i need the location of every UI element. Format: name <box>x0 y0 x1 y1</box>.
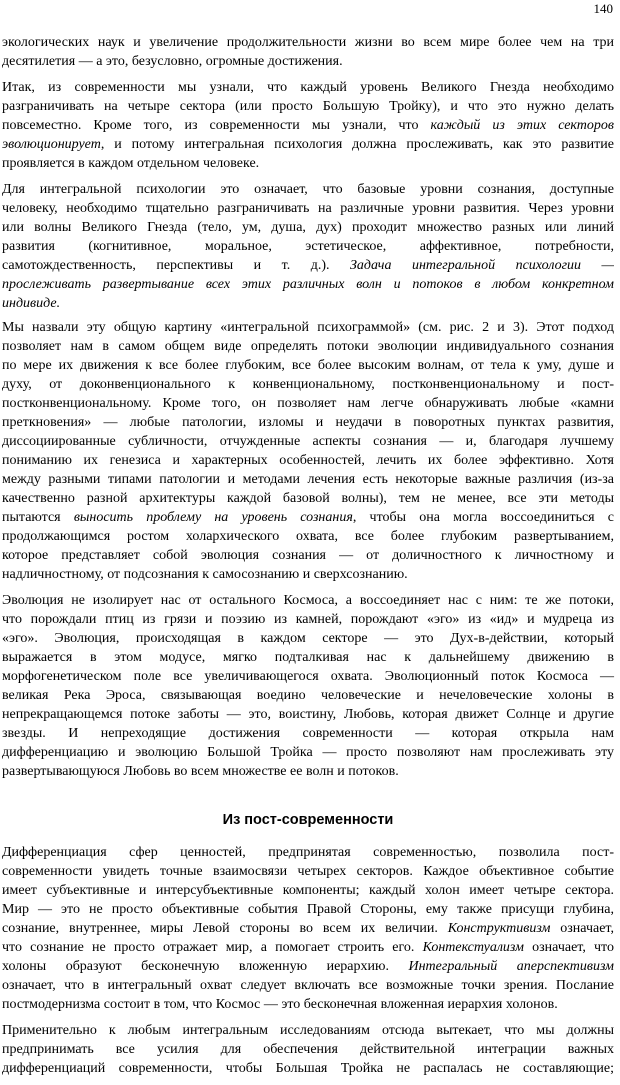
text-run: что порождали птиц из грязи и поэзию из камней, порождают «эго» из «ид» и мудреца из <box>2 612 614 627</box>
text-line <box>2 705 614 724</box>
text-run: надличностному, от подсознания к самосознанию и сверхсознанию. <box>2 567 408 582</box>
text-line <box>2 180 614 199</box>
italic-text: индивиде. <box>2 296 61 311</box>
text-line <box>2 957 614 976</box>
text-line <box>2 375 614 394</box>
paragraph <box>2 843 614 1014</box>
italic-text: Задача интегральной психологии — <box>349 258 614 273</box>
text-run: продолжающимся ростом холархического охвата, все более глубоким развертыванием, <box>2 529 614 544</box>
paragraph <box>2 1021 614 1078</box>
text-line <box>2 881 614 900</box>
text-line <box>2 154 614 173</box>
text-run: означает, что в интегральный охват следует включать все возможные точки зрения. Послание <box>2 978 614 993</box>
text-run: человеку, необходимо тщательно разграничивать на различные уровни развития. Через уровни <box>2 201 614 216</box>
text-run: Для интегральной психологии это означает, что базовые уровни сознания, доступные <box>2 182 614 197</box>
text-run: диссоциированные субличности, отчужденные аспекты сознания — и, благодаря лучшему <box>2 434 614 449</box>
text-run: Мы назвали эту общую картину «интегральной психограммой» (см. рис. 2 и 3). Этот подход <box>2 320 614 335</box>
text-run: разграничивать на четыре сектора (или просто Большую Тройку), и что это нужно делать <box>2 99 614 114</box>
text-line <box>2 52 614 71</box>
text-run: повсеместно. Кроме того, из современности мы узнали, что <box>2 118 431 133</box>
text-line <box>2 995 614 1014</box>
text-line <box>2 629 614 648</box>
text-run: по мере их движения к все более глубоким, все более высоким волнам, от тела к уму, душе и <box>2 358 614 373</box>
italic-text: эволюционирует <box>2 137 101 152</box>
text-line <box>2 356 614 375</box>
italic-text: выносить проблему на уровень сознания <box>73 510 353 525</box>
text-line <box>2 862 614 881</box>
text-run: холоны образуют бесконечную вложенную иерархию. <box>2 959 409 974</box>
text-run: Итак, из современности мы узнали, что каждый уровень Великого Гнезда необходимо <box>2 80 614 95</box>
text-line <box>2 724 614 743</box>
italic-text: Интегральный аперспективизм <box>408 959 614 974</box>
text-line <box>2 610 614 629</box>
text-run: великая Река Эроса, связывающая воедино человеческие и нечеловеческие холоны в <box>2 688 614 703</box>
text-line <box>2 218 614 237</box>
italic-text: прослеживать развертывание всех этих различных волн и потоков в любом конкретном <box>2 277 614 292</box>
paragraph <box>2 591 614 781</box>
text-run: постмодернизма состоит в том, что Космос — это бесконечная вложенная иерархия холонов. <box>2 997 558 1012</box>
text-run: , чтобы она могла воссоединиться с <box>352 510 615 525</box>
body-text <box>2 33 614 1085</box>
text-run: имеет субъективные и интерсубъективные компоненты; каждый холон имеет четыре сектора. <box>2 883 614 898</box>
text-run: сознание, внутреннее, миры Левой стороны во всем их величии. <box>2 921 448 936</box>
text-line <box>2 135 614 154</box>
text-line <box>2 686 614 705</box>
text-line <box>2 648 614 667</box>
paragraph <box>2 180 614 313</box>
text-line <box>2 508 614 527</box>
text-line <box>2 116 614 135</box>
text-run: духу, от доконвенционального к конвенциональному, постконвенциональному и пост- <box>2 377 614 392</box>
text-run: звезды. И непреходящие достижения современности — которая открыла нам <box>2 726 614 741</box>
paragraph <box>2 78 614 173</box>
text-line <box>2 470 614 489</box>
text-line <box>2 900 614 919</box>
text-run: пытаются <box>2 510 74 525</box>
text-line <box>2 976 614 995</box>
text-run: Дифференциация сфер ценностей, предпринятая современностью, позволила пост- <box>2 845 614 860</box>
text-line <box>2 489 614 508</box>
text-run: современности увидеть точные взаимосвязи четырех секторов. Каждое объективное событие <box>2 864 614 879</box>
text-line <box>2 667 614 686</box>
text-line <box>2 318 614 337</box>
text-run: означает, что <box>523 940 614 955</box>
text-run: развертывающуюся Любовь во всем множестве ее волн и потоков. <box>2 764 399 779</box>
text-run: предпринимать все усилия для обеспечения действительной интеграции важных <box>2 1042 614 1057</box>
text-run: , и потому интегральная психология должна прослеживать, как это развитие <box>100 137 614 152</box>
text-run: проявляется в каждом отдельном человеке. <box>2 156 260 171</box>
text-run: позволяет нам в самом общем виде определять потоки эволюции индивидуального сознания <box>2 339 614 354</box>
text-run: что сознание не просто отражает мир, а помогает строить его. <box>2 940 423 955</box>
text-line <box>2 275 614 294</box>
text-run: преткновения» — любые патологии, изломы и неудачи в поворотных пунктах развития, <box>2 415 614 430</box>
text-run: качественно разной архитектуры каждой базовой волны), тем не менее, все эти методы <box>2 491 614 506</box>
text-line <box>2 919 614 938</box>
text-line <box>2 843 614 862</box>
text-run: Эволюция не изолирует нас от остального Космоса, а воссоединяет нас с ним: те же потоки, <box>2 593 614 608</box>
section-heading: Из пост-современности <box>222 812 394 828</box>
text-run: дифференциацию и эволюцию Большой Тройка — просто позволяют нам прослеживать эту <box>2 745 614 760</box>
paragraph <box>2 33 614 71</box>
text-line <box>2 294 614 313</box>
text-run: Применительно к любым интегральным исследованиям отсюда вытекает, что мы должны <box>2 1023 614 1038</box>
text-run: выражается в этом модусе, мягко подталкивая нас к дальнейшему движению в <box>2 650 614 665</box>
italic-text: Конструктивизм <box>447 921 551 936</box>
paragraph <box>2 318 614 584</box>
text-run: развития (когнитивное, моральное, эстетическое, аффективное, потребности, <box>2 239 614 254</box>
text-run: которое представляет собой эволюция сознания — от доличностного к личностному и <box>2 548 614 563</box>
text-line <box>2 1040 614 1059</box>
page-number: 140 <box>593 1 613 16</box>
text-run: или волны Великого Гнезда (тело, ум, душа, дух) проходит множество разных или линий <box>2 220 614 235</box>
text-line <box>2 591 614 610</box>
text-run: между разными типами патологии и методами лечения есть некоторые важные различия (из-за <box>2 472 614 487</box>
text-run: пониманию их генезиса и характерных особенностей, лечить их более эффективно. Хотя <box>2 453 614 468</box>
text-run: самотождественность, перспективы и т. д.). <box>2 258 350 273</box>
text-line <box>2 33 614 52</box>
text-line <box>2 432 614 451</box>
text-line <box>2 413 614 432</box>
text-line <box>2 762 614 781</box>
text-run: постконвенциональному. Кроме того, он позволяет нам легче обнаруживать любые «камни <box>2 396 614 411</box>
italic-text: Контекстуализм <box>422 940 524 955</box>
text-run: непрекращающемся потоке заботы — это, воистину, Любовь, которая движет Солнце и другие <box>2 707 614 722</box>
text-line <box>2 394 614 413</box>
text-run: экологических наук и увеличение продолжительности жизни во всем мире более чем на три <box>2 35 614 50</box>
text-line <box>2 78 614 97</box>
text-line <box>2 237 614 256</box>
text-line <box>2 337 614 356</box>
text-line <box>2 256 614 275</box>
text-line <box>2 97 614 116</box>
text-run: «эго». Эволюция, происходящая в каждом секторе — это Дух-в-действии, который <box>2 631 614 646</box>
text-line <box>2 451 614 470</box>
text-run: Мир — это не просто объективные события Правой Стороны, ему также присущи глубина, <box>2 902 614 917</box>
text-run: морфогенетическом поле все увеличивающегося охвата. Эволюционный поток Космоса — <box>2 669 614 684</box>
text-line <box>2 199 614 218</box>
text-line <box>2 546 614 565</box>
text-line <box>2 938 614 957</box>
text-line <box>2 527 614 546</box>
text-line <box>2 743 614 762</box>
text-run: десятилетия — а это, безусловно, огромные достижения. <box>2 54 343 69</box>
italic-text: каждый из этих секторов <box>430 118 614 133</box>
text-line <box>2 1021 614 1040</box>
text-line <box>2 1059 614 1078</box>
text-line <box>2 565 614 584</box>
text-run: означает, <box>550 921 614 936</box>
text-run: дифференциаций современности, чтобы Большая Тройка не распалась не составляющие; <box>2 1061 614 1076</box>
